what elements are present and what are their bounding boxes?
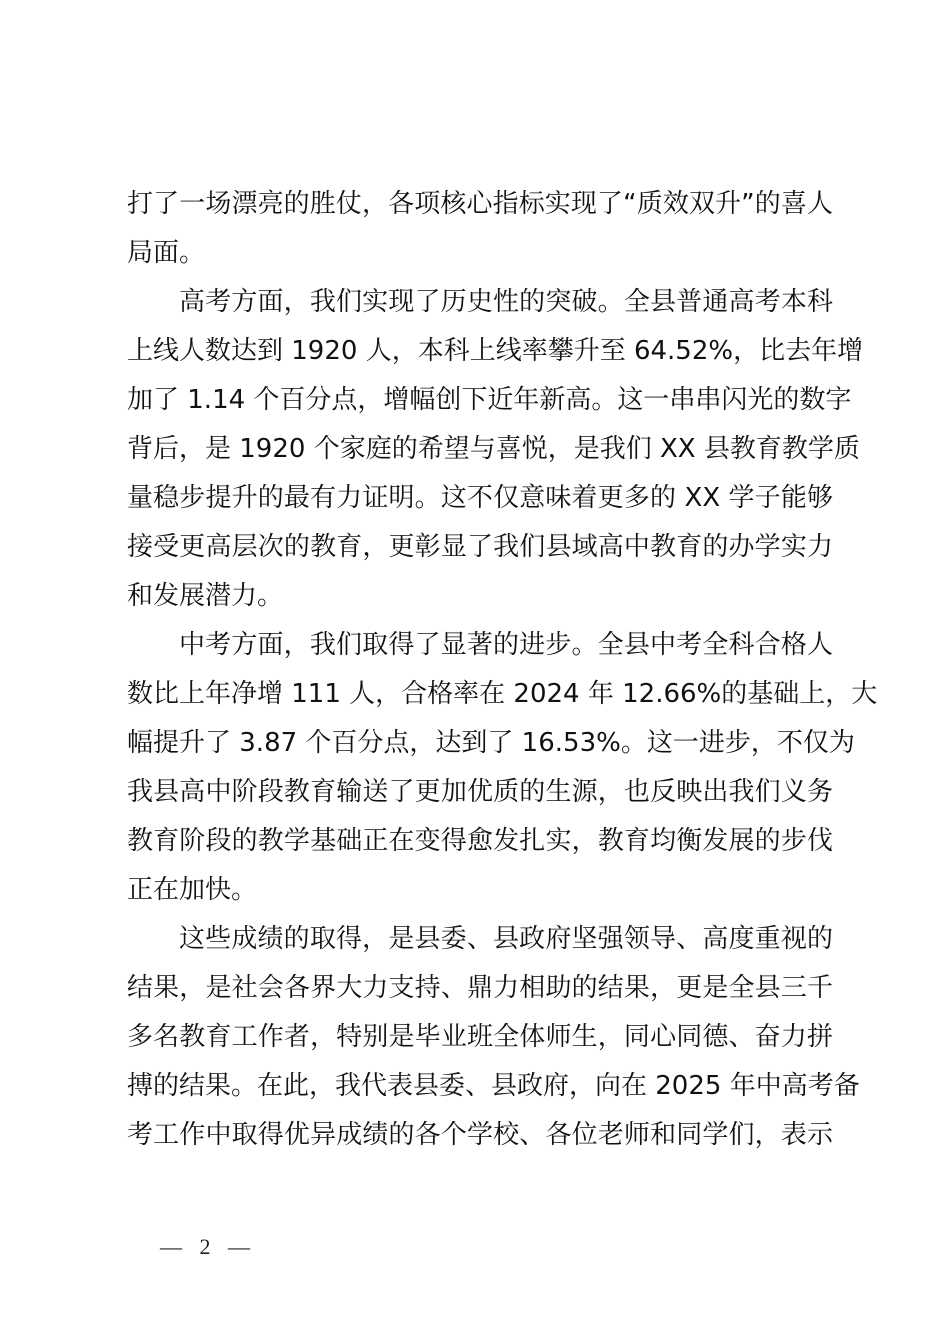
paragraph-2-line-6: 接受更高层次的教育，更彰显了我们县域高中教育的办学实力 xyxy=(127,532,833,562)
paragraph-3-line-3: 幅提升了 3.87 个百分点，达到了 16.53%。这一进步，不仅为 xyxy=(127,728,855,758)
paragraph-3-line-4: 我县高中阶段教育输送了更加优质的生源，也反映出我们义务 xyxy=(127,777,833,807)
paragraph-4-line-5: 考工作中取得优异成绩的各个学校、各位老师和同学们，表示 xyxy=(127,1120,833,1150)
page-number: — 2 — xyxy=(160,1234,256,1259)
paragraph-2-line-1: 高考方面，我们实现了历史性的突破。全县普通高考本科 xyxy=(179,287,833,317)
document-body xyxy=(127,180,878,1160)
paragraph-1-line-1: 打了一场漂亮的胜仗，各项核心指标实现了“质效双升”的喜人 xyxy=(127,189,833,219)
paragraph-3-line-1: 中考方面，我们取得了显著的进步。全县中考全科合格人 xyxy=(179,630,833,660)
paragraph-4-line-4: 搏的结果。在此，我代表县委、县政府，向在 2025 年中高考备 xyxy=(127,1071,860,1101)
paragraph-3-line-5: 教育阶段的教学基础正在变得愈发扎实，教育均衡发展的步伐 xyxy=(127,826,833,856)
paragraph-1-line-2: 局面。 xyxy=(127,238,206,268)
paragraph-2-line-2: 上线人数达到 1920 人，本科上线率攀升至 64.52%，比去年增 xyxy=(127,336,864,366)
paragraph-2-line-3: 加了 1.14 个百分点，增幅创下近年新高。这一串串闪光的数字 xyxy=(127,385,852,415)
paragraph-3-line-2: 数比上年净增 111 人，合格率在 2024 年 12.66%的基础上，大 xyxy=(127,679,878,709)
paragraph-2-line-5: 量稳步提升的最有力证明。这不仅意味着更多的 XX 学子能够 xyxy=(127,483,833,513)
paragraph-3-line-6: 正在加快。 xyxy=(127,875,258,905)
paragraph-2-line-4: 背后，是 1920 个家庭的希望与喜悦，是我们 XX 县教育教学质 xyxy=(127,434,860,464)
paragraph-4-line-1: 这些成绩的取得，是县委、县政府坚强领导、高度重视的 xyxy=(179,924,833,954)
paragraph-2-line-7: 和发展潜力。 xyxy=(127,581,284,611)
paragraph-4-line-3: 多名教育工作者，特别是毕业班全体师生，同心同德、奋力拼 xyxy=(127,1022,833,1052)
paragraph-4-line-2: 结果，是社会各界大力支持、鼎力相助的结果，更是全县三千 xyxy=(127,973,833,1003)
